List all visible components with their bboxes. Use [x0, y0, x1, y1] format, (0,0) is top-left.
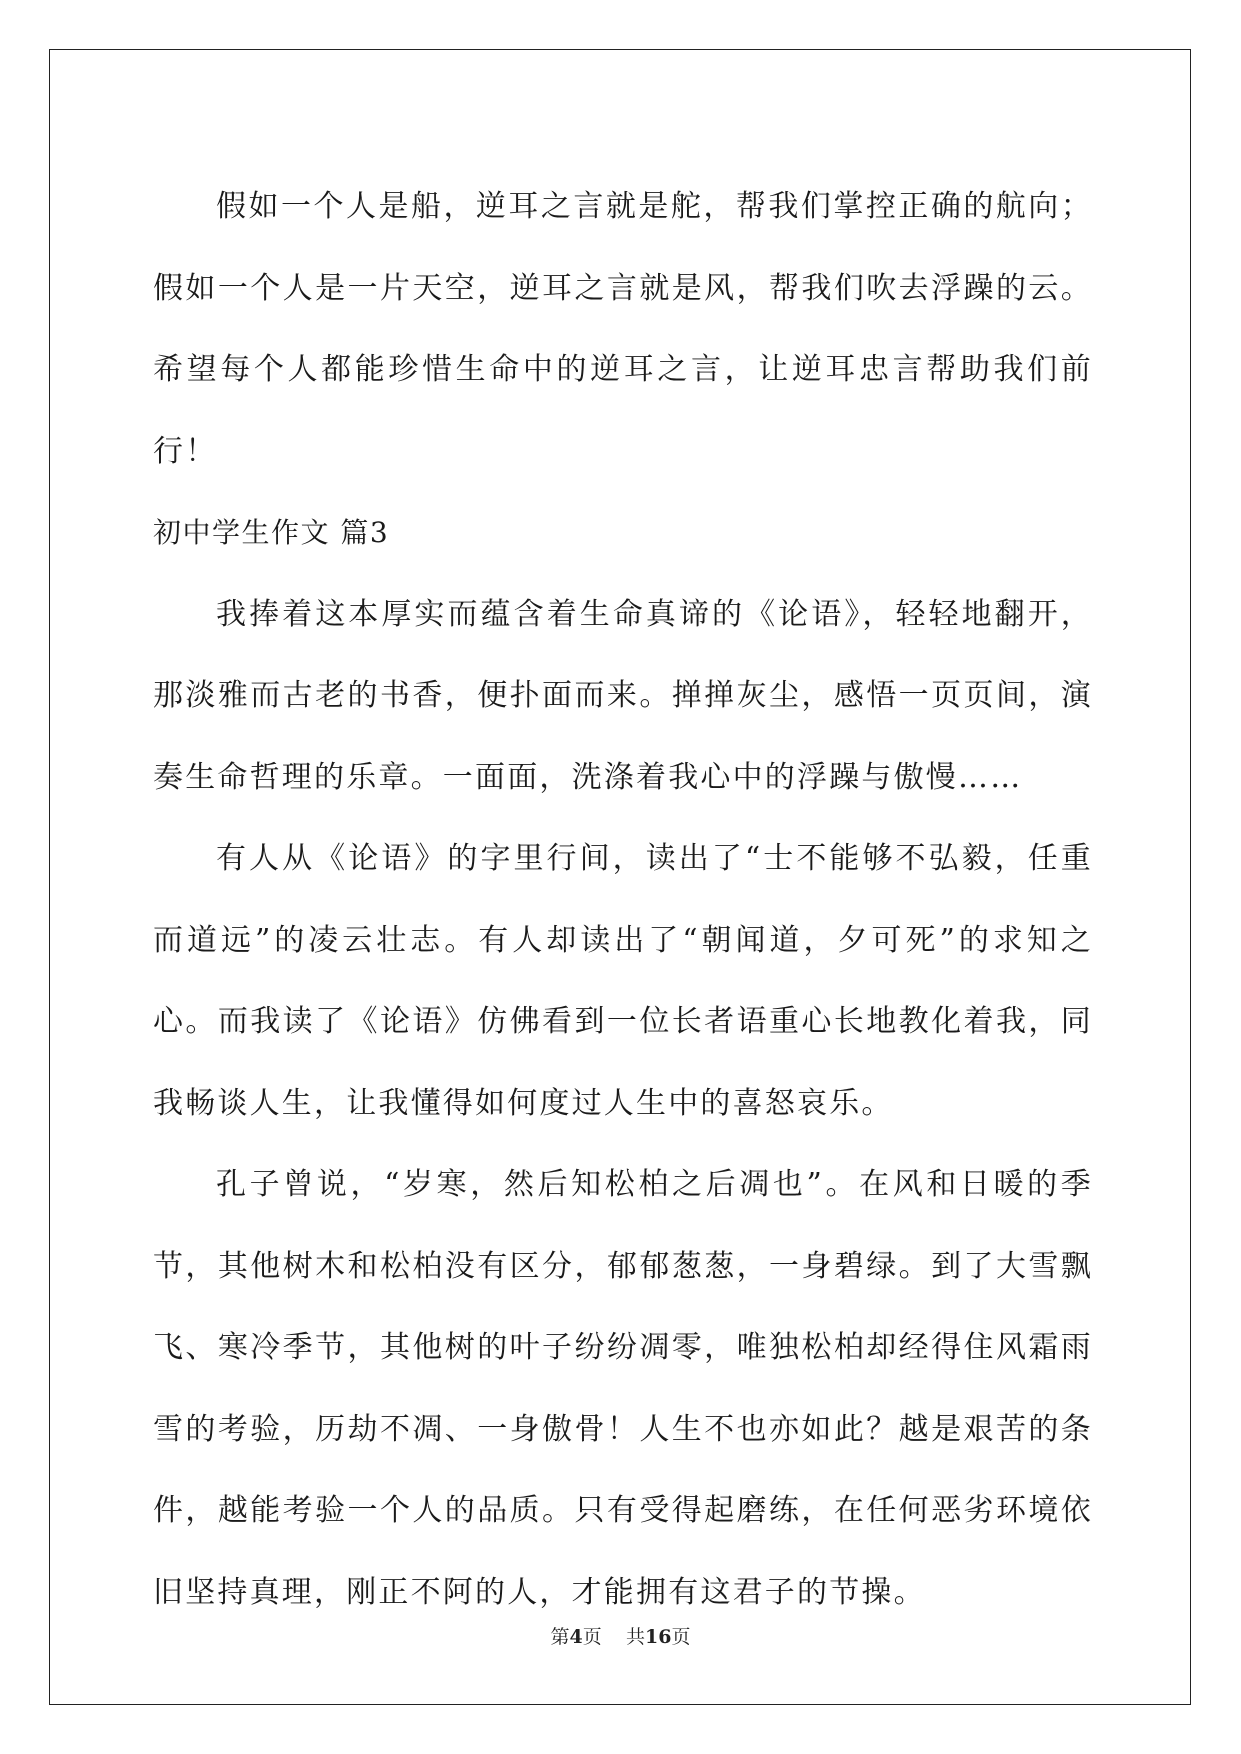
paragraph-4: 孔子曾说，“岁寒，然后知松柏之后凋也”。在风和日暖的季节，其他树木和松柏没有区分，郁郁葱葱，一身碧绿。到了大雪飘飞、寒冷季节，其他树的叶子纷纷凋零，唯独松柏却经得住风霜雨雪的考验，历劫不凋、一身傲骨！人生不也亦如此？越是艰苦的条件，越能考验一个人的品质。只有受得起磨练，在任何恶劣环境依旧坚持真理，刚正不阿的人，才能拥有这君子的节操。 [153, 1167, 1093, 1610]
section-heading: 初中学生作文 篇3 [153, 516, 390, 549]
paragraph-3: 有人从《论语》的字里行间，读出了“士不能够不弘毅，任重而道远”的凌云壮志。有人却读出了“朝闻道，夕可死”的求知之心。而我读了《论语》仿佛看到一位长者语重心长地教化着我，同我畅谈人生，让我懂得如何度过人生中的喜怒哀乐。 [153, 841, 1093, 1121]
total-page-count: 16 [644, 1626, 672, 1648]
document-body [153, 166, 1093, 1633]
footer-page-word: 页 [582, 1626, 602, 1648]
page-footer [0, 1622, 1241, 1649]
footer-total-prefix: 共 [625, 1626, 645, 1648]
current-page-number: 4 [569, 1626, 583, 1648]
footer-prefix: 第 [550, 1626, 570, 1648]
paragraph-2: 我捧着这本厚实而蕴含着生命真谛的《论语》，轻轻地翻开，那淡雅而古老的书香，便扑面而来。掸掸灰尘，感悟一页页间，演奏生命哲理的乐章。一面面，洗涤着我心中的浮躁与傲慢…… [153, 596, 1093, 795]
footer-total-suffix: 页 [671, 1626, 691, 1648]
paragraph-1: 假如一个人是船，逆耳之言就是舵，帮我们掌控正确的航向；假如一个人是一片天空，逆耳之言就是风，帮我们吹去浮躁的云。希望每个人都能珍惜生命中的逆耳之言，让逆耳忠言帮助我们前行！ [153, 189, 1093, 469]
